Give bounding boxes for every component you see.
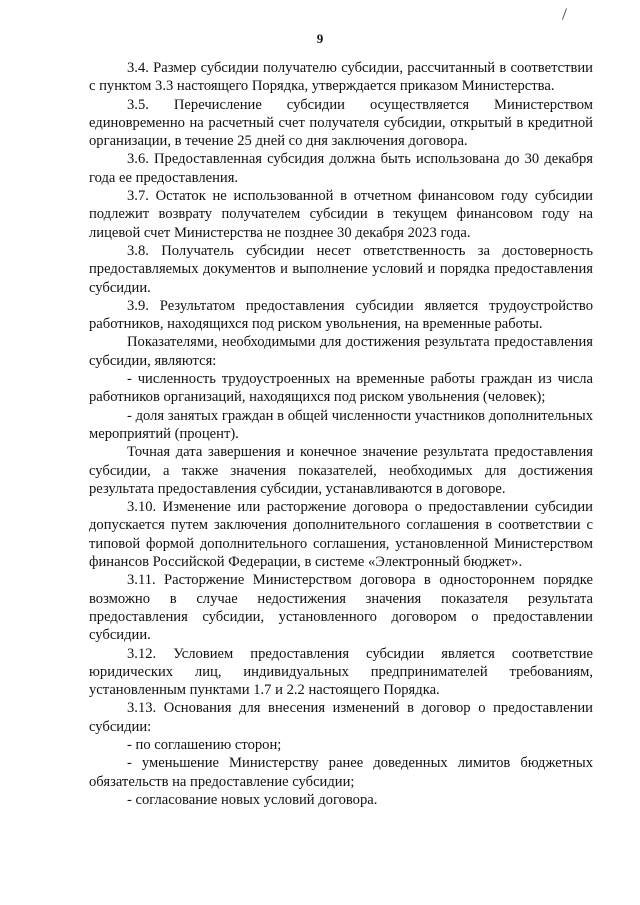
document-body xyxy=(89,59,593,809)
paragraph-3-12: 3.12. Условием предоставления субсидии является соответствие юридических лиц, индивидуальных предпринимателей требованиям, установленным пунктами 1.7 и 2.2 настоящего Порядка. xyxy=(89,645,593,699)
paragraph-3-13: 3.13. Основания для внесения изменений в договор о предоставлении субсидии: xyxy=(89,700,593,735)
paragraph-3-4: 3.4. Размер субсидии получателю субсидии, рассчитанный в соответствии с пунктом 3.3 настоящего Порядка, утверждается приказом Министерства. xyxy=(89,60,593,95)
list-item-indicator-1: - численность трудоустроенных на временные работы граждан из числа работников организаций, находящихся под риском увольнения (человек); xyxy=(89,371,593,406)
list-item-ground-2: - уменьшение Министерству ранее доведенных лимитов бюджетных обязательств на предоставление субсидии; xyxy=(89,755,593,790)
paragraph-3-11: 3.11. Расторжение Министерством договора в одностороннем порядке возможно в случае недостижения значения показателя результата предоставления субсидии, установленного договором о предоставлении субсидии. xyxy=(89,572,593,644)
paragraph-3-7: 3.7. Остаток не использованной в отчетном финансовом году субсидии подлежит возврату получателем субсидии в текущем финансовом году на лицевой счет Министерства не позднее 30 декабря 2023 года. xyxy=(89,188,593,241)
scan-mark xyxy=(562,8,567,20)
paragraph-indicators-intro: Показателями, необходимыми для достижения результата предоставления субсидии, являются: xyxy=(89,334,593,369)
paragraph-3-8: 3.8. Получатель субсидии несет ответственность за достоверность предоставляемых документов и выполнение условий и порядка предоставления субсидии. xyxy=(89,242,593,296)
paragraph-3-9: 3.9. Результатом предоставления субсидии является трудоустройство работников, находящихся под риском увольнения, на временные работы. xyxy=(89,297,593,333)
paragraph-3-5: 3.5. Перечисление субсидии осуществляется Министерством единовременно на расчетный счет получателя субсидии, открытый в кредитной организации, в течение 25 дней со дня заключения договора. xyxy=(89,96,593,150)
list-item-ground-1: - по соглашению сторон; xyxy=(127,736,282,753)
list-item-ground-3: - согласование новых условий договора. xyxy=(127,791,378,808)
paragraph-3-6: 3.6. Предоставленная субсидия должна быть использована до 30 декабря года ее предоставления. xyxy=(89,151,593,186)
paragraph-result-date: Точная дата завершения и конечное значение результата предоставления субсидии, а также значения показателей, необходимых для достижения результата предоставления субсидии, устанавливаются в договоре. xyxy=(89,444,593,497)
page-number: 9 xyxy=(316,31,324,46)
list-item-indicator-2: - доля занятых граждан в общей численности участников дополнительных мероприятий (процент). xyxy=(89,407,593,442)
paragraph-3-10: 3.10. Изменение или расторжение договора о предоставлении субсидии допускается путем заключения дополнительного соглашения в соответствии с типовой формой дополнительного соглашения, установленной Министерством финансов Российской Федерации, в системе «Электронный бюджет». xyxy=(89,499,593,571)
